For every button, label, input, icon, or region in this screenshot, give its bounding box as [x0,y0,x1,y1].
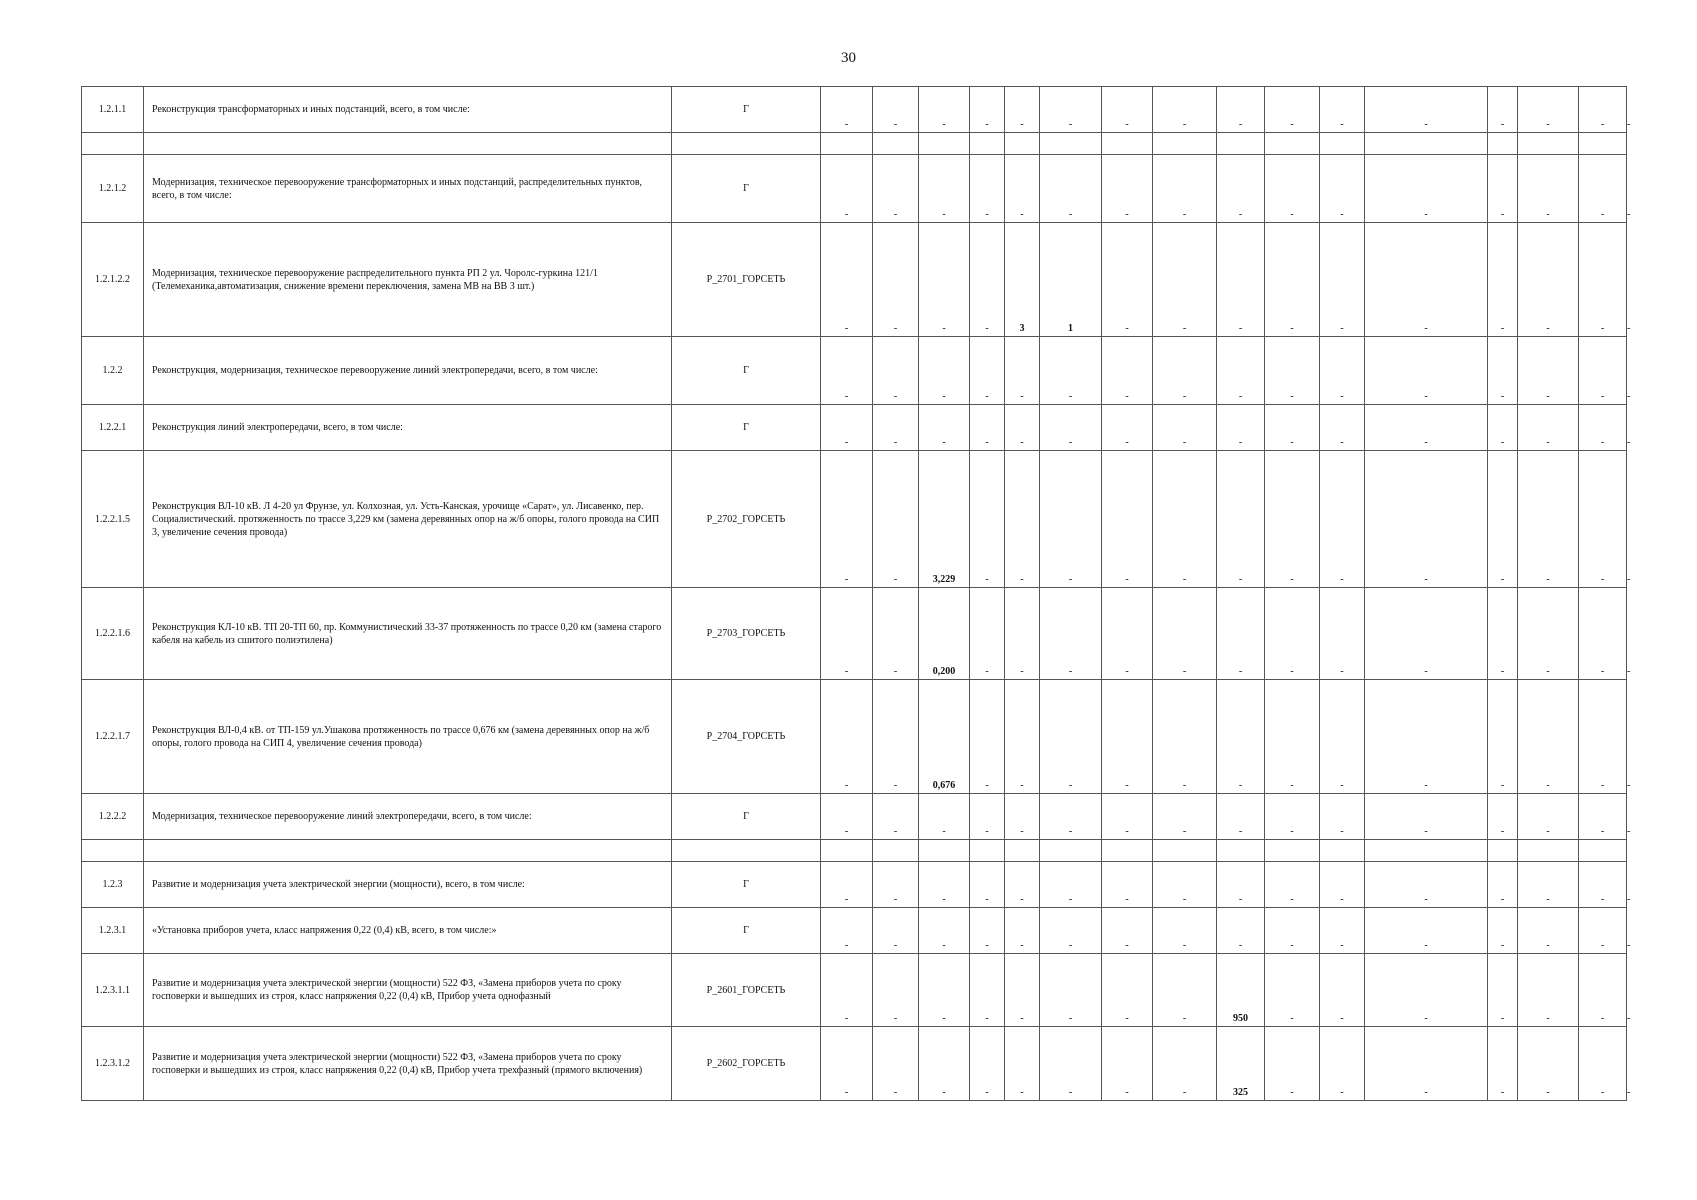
table-row: 1.2.3.1.2 Развитие и модернизация учета электрической энергии (мощности) 522 ФЗ, «Замена приборов учета по сроку госповерки и вышедших из строя, класс напряжения 0,22 (0,4) кВ, Прибор учета трехфазный (прямого включения) P_2602_ГОРСЕТЬ - - - - - - - - 325 - - - - - - - [82,1027,1627,1101]
value-cell: - [1005,337,1040,405]
value-cell: - [1217,87,1265,133]
empty-cell [144,840,672,862]
value-cell: - [1579,954,1627,1027]
row-number-cell: 1.2.2.1.6 [82,588,144,680]
project-code-cell: Г [672,87,821,133]
value-cell: - [1518,451,1579,588]
value-cell: - [1579,1027,1627,1101]
value-cell: - [1265,405,1320,451]
value-cell: - [821,405,873,451]
value-cell: - [1153,908,1217,954]
empty-cell [1518,840,1579,862]
value-cell: - [1040,794,1102,840]
project-code-cell: P_2602_ГОРСЕТЬ [672,1027,821,1101]
value-cell: - [1265,588,1320,680]
empty-cell [1579,840,1627,862]
value-cell: - [1005,87,1040,133]
project-name-cell: «Установка приборов учета, класс напряжения 0,22 (0,4) кВ, всего, в том числе:» [144,908,672,954]
value-cell: - [970,908,1005,954]
value-cell: - [1365,908,1488,954]
value-cell: 0,200 [919,588,970,680]
value-cell: - [1040,680,1102,794]
value-cell: - [1005,155,1040,223]
value-cell: - [1488,405,1518,451]
value-cell: - [1365,451,1488,588]
value-cell: - [1488,588,1518,680]
value-cell: - [873,337,919,405]
value-cell: 0,676 [919,680,970,794]
empty-cell [1265,840,1320,862]
empty-cell [821,133,873,155]
value-cell: - [1217,680,1265,794]
value-cell: - [1579,87,1627,133]
value-cell: - [1320,337,1365,405]
value-cell: - [1518,588,1579,680]
value-cell: - [1320,405,1365,451]
value-cell: - [1217,155,1265,223]
value-cell: - [1102,337,1153,405]
project-code-cell: Г [672,862,821,908]
value-cell: - [873,155,919,223]
value-cell: - [1153,451,1217,588]
project-name-cell: Реконструкция трансформаторных и иных подстанций, всего, в том числе: [144,87,672,133]
value-cell: - [1365,862,1488,908]
value-cell: - [1579,155,1627,223]
empty-cell [144,133,672,155]
value-cell: - [873,862,919,908]
value-cell: - [1579,223,1627,337]
row-number-cell: 1.2.2.1 [82,405,144,451]
value-cell: - [1320,223,1365,337]
value-cell: - [1579,908,1627,954]
value-cell: - [1488,155,1518,223]
value-cell: - [970,87,1005,133]
value-cell: - [970,451,1005,588]
project-code-cell: Г [672,794,821,840]
value-cell: - [821,794,873,840]
value-cell: - [1265,954,1320,1027]
table-row: 1.2.1.2 Модернизация, техническое перевооружение трансформаторных и иных подстанций, распределительных пунктов, всего, в том числе: Г - - - - - - - - - - - - - - - - [82,155,1627,223]
value-cell: - [821,862,873,908]
value-cell: - [1217,862,1265,908]
project-name-cell: Развитие и модернизация учета электрической энергии (мощности), всего, в том числе: [144,862,672,908]
value-cell: - [873,451,919,588]
value-cell: - [821,908,873,954]
value-cell: - [1488,680,1518,794]
value-cell: - [1579,337,1627,405]
empty-cell [970,840,1005,862]
value-cell: - [1365,1027,1488,1101]
value-cell: - [1102,862,1153,908]
value-cell: - [873,680,919,794]
project-name-cell: Развитие и модернизация учета электрической энергии (мощности) 522 ФЗ, «Замена приборов учета по сроку госповерки и вышедших из строя, класс напряжения 0,22 (0,4) кВ, Прибор учета трехфазный (прямого включения) [144,1027,672,1101]
value-cell: - [1040,954,1102,1027]
project-name-cell: Реконструкция, модернизация, техническое перевооружение линий электропередачи, всего, в том числе: [144,337,672,405]
project-name-cell: Развитие и модернизация учета электрической энергии (мощности) 522 ФЗ, «Замена приборов учета по сроку госповерки и вышедших из строя, класс напряжения 0,22 (0,4) кВ, Прибор учета однофазный [144,954,672,1027]
row-number-cell: 1.2.3 [82,862,144,908]
value-cell: - [1102,1027,1153,1101]
value-cell: - [1320,908,1365,954]
row-number-cell: 1.2.2.1.7 [82,680,144,794]
value-cell: - [821,588,873,680]
empty-cell [1265,133,1320,155]
empty-cell [1320,840,1365,862]
value-cell: - [821,337,873,405]
value-cell: - [1005,954,1040,1027]
value-cell: - [1579,588,1627,680]
project-code-cell: Г [672,337,821,405]
value-cell: - [1579,680,1627,794]
row-number-cell: 1.2.2 [82,337,144,405]
value-cell: - [1040,155,1102,223]
value-cell: - [1005,794,1040,840]
project-code-cell: Г [672,405,821,451]
value-cell: - [919,908,970,954]
value-cell: - [1518,908,1579,954]
value-cell: - [1518,1027,1579,1101]
value-cell: - [1153,680,1217,794]
project-name-cell: Реконструкция ВЛ-10 кВ. Л 4-20 ул Фрунзе, ул. Колхозная, ул. Усть-Канская, урочище «Сарат», ул. Лисавенко, пер. Социалистический. протяженность по трассе 3,229 км (замена деревянных опор на ж/б опоры, голого провода на СИП 3, увеличение сечения провода) [144,451,672,588]
value-cell: - [1265,87,1320,133]
value-cell: - [1005,405,1040,451]
value-cell: - [1265,862,1320,908]
value-cell: - [1217,451,1265,588]
value-cell: - [1040,405,1102,451]
investment-program-table [81,86,1631,1101]
empty-cell [1217,133,1265,155]
row-number-cell: 1.2.1.2 [82,155,144,223]
value-cell: - [919,223,970,337]
value-cell: - [919,87,970,133]
value-cell: - [821,1027,873,1101]
row-number-cell: 1.2.3.1 [82,908,144,954]
value-cell: - [919,1027,970,1101]
row-number-cell: 1.2.1.2.2 [82,223,144,337]
empty-cell [1320,133,1365,155]
value-cell: - [1365,588,1488,680]
value-cell: - [1102,451,1153,588]
value-cell: - [1365,794,1488,840]
project-code-cell: P_2704_ГОРСЕТЬ [672,680,821,794]
value-cell: - [1153,794,1217,840]
value-cell: - [1153,87,1217,133]
value-cell: - [970,794,1005,840]
empty-cell [1365,133,1488,155]
empty-cell [1102,133,1153,155]
table-row: 1.2.2.1.5 Реконструкция ВЛ-10 кВ. Л 4-20 ул Фрунзе, ул. Колхозная, ул. Усть-Канская, урочище «Сарат», ул. Лисавенко, пер. Социалистический. протяженность по трассе 3,229 км (замена деревянных опор на ж/б опоры, голого провода на СИП 3, увеличение сечения провода) P_2702_ГОРСЕТЬ - - 3,229 - - - - - - - - - - - - - [82,451,1627,588]
empty-cell [1217,840,1265,862]
row-number-cell: 1.2.2.2 [82,794,144,840]
value-cell: - [1320,87,1365,133]
project-name-cell: Реконструкция линий электропередачи, всего, в том числе: [144,405,672,451]
value-cell: - [1365,87,1488,133]
value-cell: - [1365,337,1488,405]
value-cell: - [1102,588,1153,680]
value-cell: - [970,862,1005,908]
value-cell: - [1265,794,1320,840]
value-cell: - [1040,862,1102,908]
project-name-cell: Модернизация, техническое перевооружение распределительного пункта РП 2 ул. Чоролс-гуркина 121/1 (Телемеханика,автоматизация, снижение времени переключения, замена МВ на ВВ 3 шт.) [144,223,672,337]
value-cell: - [919,405,970,451]
value-cell: - [1518,954,1579,1027]
table-row: 1.2.3 Развитие и модернизация учета электрической энергии (мощности), всего, в том числе: Г - - - - - - - - - - - - - - - - [82,862,1627,908]
value-cell: - [1153,155,1217,223]
table-row: 1.2.2 Реконструкция, модернизация, техническое перевооружение линий электропередачи, всего, в том числе: Г - - - - - - - - - - - - - - - - [82,337,1627,405]
row-number-cell: 1.2.1.1 [82,87,144,133]
project-code-cell: P_2701_ГОРСЕТЬ [672,223,821,337]
value-cell: - [1488,1027,1518,1101]
empty-cell [82,133,144,155]
value-cell: - [1320,794,1365,840]
value-cell: - [1488,87,1518,133]
value-cell: - [1005,451,1040,588]
value-cell: - [970,155,1005,223]
value-cell: - [1488,954,1518,1027]
empty-cell [1488,840,1518,862]
table-spacer-row [82,840,1627,862]
value-cell: - [1518,87,1579,133]
value-cell: - [919,794,970,840]
value-cell: - [873,954,919,1027]
value-cell: - [970,337,1005,405]
value-cell: - [1320,155,1365,223]
value-cell: - [1102,87,1153,133]
value-cell: - [1320,680,1365,794]
value-cell: - [1320,451,1365,588]
value-cell: - [1265,1027,1320,1101]
value-cell: - [1320,588,1365,680]
row-number-cell: 1.2.2.1.5 [82,451,144,588]
value-cell: - [1153,1027,1217,1101]
empty-cell [873,840,919,862]
value-cell: - [1365,405,1488,451]
value-cell: - [1518,862,1579,908]
table-row: 1.2.2.1.6 Реконструкция КЛ-10 кВ. ТП 20-ТП 60, пр. Коммунистический 33-37 протяженность по трассе 0,20 км (замена старого кабеля на кабель из сшитого полиэтилена) P_2703_ГОРСЕТЬ - - 0,200 - - - - - - - - - - - - - [82,588,1627,680]
table-row: 1.2.2.2 Модернизация, техническое перевооружение линий электропередачи, всего, в том числе: Г - - - - - - - - - - - - - - - - [82,794,1627,840]
value-cell: - [1153,223,1217,337]
value-cell: - [1265,337,1320,405]
value-cell: - [1320,954,1365,1027]
value-cell: 3 [1005,223,1040,337]
value-cell: - [1217,337,1265,405]
value-cell: - [1005,588,1040,680]
value-cell: - [1488,862,1518,908]
value-cell: - [1217,908,1265,954]
value-cell: - [1265,223,1320,337]
value-cell: - [1518,337,1579,405]
value-cell: - [1518,680,1579,794]
value-cell: - [1005,908,1040,954]
page-number: 30 [841,50,856,66]
table-row: 1.2.2.1 Реконструкция линий электропередачи, всего, в том числе: Г - - - - - - - - - - - - - - - - [82,405,1627,451]
value-cell: - [1579,794,1627,840]
value-cell: - [919,862,970,908]
empty-cell [672,840,821,862]
value-cell: - [970,405,1005,451]
empty-cell [1040,840,1102,862]
empty-cell [1005,840,1040,862]
empty-cell [821,840,873,862]
value-cell: - [970,680,1005,794]
value-cell: - [970,223,1005,337]
value-cell: - [1579,862,1627,908]
value-cell: - [1365,680,1488,794]
empty-cell [1488,133,1518,155]
value-cell: - [1217,223,1265,337]
empty-cell [1005,133,1040,155]
project-code-cell: P_2703_ГОРСЕТЬ [672,588,821,680]
value-cell: - [1518,223,1579,337]
value-cell: - [873,223,919,337]
value-cell: - [1488,337,1518,405]
value-cell: - [1365,223,1488,337]
value-cell: - [1265,680,1320,794]
value-cell: - [1153,588,1217,680]
empty-cell [919,840,970,862]
value-cell: - [873,794,919,840]
project-name-cell: Реконструкция КЛ-10 кВ. ТП 20-ТП 60, пр. Коммунистический 33-37 протяженность по трассе 0,20 км (замена старого кабеля на кабель из сшитого полиэтилена) [144,588,672,680]
value-cell: - [970,954,1005,1027]
value-cell: - [1518,405,1579,451]
value-cell: - [1265,451,1320,588]
value-cell: - [1040,1027,1102,1101]
value-cell: - [821,451,873,588]
value-cell: - [1102,405,1153,451]
empty-cell [82,840,144,862]
value-cell: - [919,954,970,1027]
table-row: 1.2.1.1 Реконструкция трансформаторных и иных подстанций, всего, в том числе: Г - - - - - - - - - - - - - - - - [82,87,1627,133]
value-cell: - [1102,155,1153,223]
value-cell: - [970,1027,1005,1101]
value-cell: - [1320,1027,1365,1101]
empty-cell [873,133,919,155]
value-cell: - [1265,155,1320,223]
value-cell: - [970,588,1005,680]
empty-cell [970,133,1005,155]
value-cell: 325 [1217,1027,1265,1101]
value-cell: - [1153,862,1217,908]
value-cell: - [873,1027,919,1101]
table-row: 1.2.2.1.7 Реконструкция ВЛ-0,4 кВ. от ТП-159 ул.Ушакова протяженность по трассе 0,676 км (замена деревянных опор на ж/б опоры, голого провода на СИП 4, увеличение сечения провода) P_2704_ГОРСЕТЬ - - 0,676 - - - - - - - - - - - - - [82,680,1627,794]
empty-cell [1579,133,1627,155]
empty-cell [1518,133,1579,155]
value-cell: - [873,908,919,954]
value-cell: - [1217,794,1265,840]
project-code-cell: Г [672,908,821,954]
project-code-cell: P_2702_ГОРСЕТЬ [672,451,821,588]
value-cell: - [873,405,919,451]
value-cell: - [1217,405,1265,451]
value-cell: - [821,680,873,794]
value-cell: - [1488,451,1518,588]
table-row: 1.2.1.2.2 Модернизация, техническое перевооружение распределительного пункта РП 2 ул. Чоролс-гуркина 121/1 (Телемеханика,автоматизация, снижение времени переключения, замена МВ на ВВ 3 шт.) P_2701_ГОРСЕТЬ - - - - 3 1 - - - - - - - - - - [82,223,1627,337]
row-number-cell: 1.2.3.1.2 [82,1027,144,1101]
empty-cell [1153,133,1217,155]
empty-cell [1040,133,1102,155]
value-cell: - [1518,155,1579,223]
project-code-cell: P_2601_ГОРСЕТЬ [672,954,821,1027]
project-name-cell: Модернизация, техническое перевооружение трансформаторных и иных подстанций, распределительных пунктов, всего, в том числе: [144,155,672,223]
value-cell: - [1153,954,1217,1027]
value-cell: 950 [1217,954,1265,1027]
value-cell: 3,229 [919,451,970,588]
table-row: 1.2.3.1 «Установка приборов учета, класс напряжения 0,22 (0,4) кВ, всего, в том числе:» Г - - - - - - - - - - - - - - - - [82,908,1627,954]
value-cell: - [1040,588,1102,680]
empty-cell [1365,840,1488,862]
empty-cell [672,133,821,155]
value-cell: - [1005,862,1040,908]
value-cell: - [1102,680,1153,794]
value-cell: - [1320,862,1365,908]
value-cell: - [873,87,919,133]
value-cell: - [1040,87,1102,133]
value-cell: - [1040,451,1102,588]
value-cell: - [821,155,873,223]
value-cell: - [919,155,970,223]
value-cell: - [821,223,873,337]
value-cell: - [1040,908,1102,954]
value-cell: - [1153,337,1217,405]
project-code-cell: Г [672,155,821,223]
value-cell: - [1579,405,1627,451]
project-name-cell: Модернизация, техническое перевооружение линий электропередачи, всего, в том числе: [144,794,672,840]
value-cell: - [1265,908,1320,954]
empty-cell [919,133,970,155]
value-cell: - [1365,954,1488,1027]
value-cell: - [1518,794,1579,840]
value-cell: - [1153,405,1217,451]
value-cell: - [1365,155,1488,223]
value-cell: - [919,337,970,405]
value-cell: - [1488,794,1518,840]
value-cell: - [1102,223,1153,337]
value-cell: - [1005,1027,1040,1101]
value-cell: - [1102,908,1153,954]
value-cell: - [1217,588,1265,680]
value-cell: - [1488,223,1518,337]
value-cell: - [1102,954,1153,1027]
project-name-cell: Реконструкция ВЛ-0,4 кВ. от ТП-159 ул.Ушакова протяженность по трассе 0,676 км (замена деревянных опор на ж/б опоры, голого провода на СИП 4, увеличение сечения провода) [144,680,672,794]
value-cell: - [821,87,873,133]
value-cell: - [1005,680,1040,794]
value-cell: - [821,954,873,1027]
row-number-cell: 1.2.3.1.1 [82,954,144,1027]
empty-cell [1153,840,1217,862]
empty-cell [1102,840,1153,862]
value-cell: - [1488,908,1518,954]
value-cell: - [1102,794,1153,840]
value-cell: - [1040,337,1102,405]
table-row: 1.2.3.1.1 Развитие и модернизация учета электрической энергии (мощности) 522 ФЗ, «Замена приборов учета по сроку госповерки и вышедших из строя, класс напряжения 0,22 (0,4) кВ, Прибор учета однофазный P_2601_ГОРСЕТЬ - - - - - - - - 950 - - - - - - - [82,954,1627,1027]
value-cell: 1 [1040,223,1102,337]
value-cell: - [1579,451,1627,588]
value-cell: - [873,588,919,680]
table-spacer-row [82,133,1627,155]
